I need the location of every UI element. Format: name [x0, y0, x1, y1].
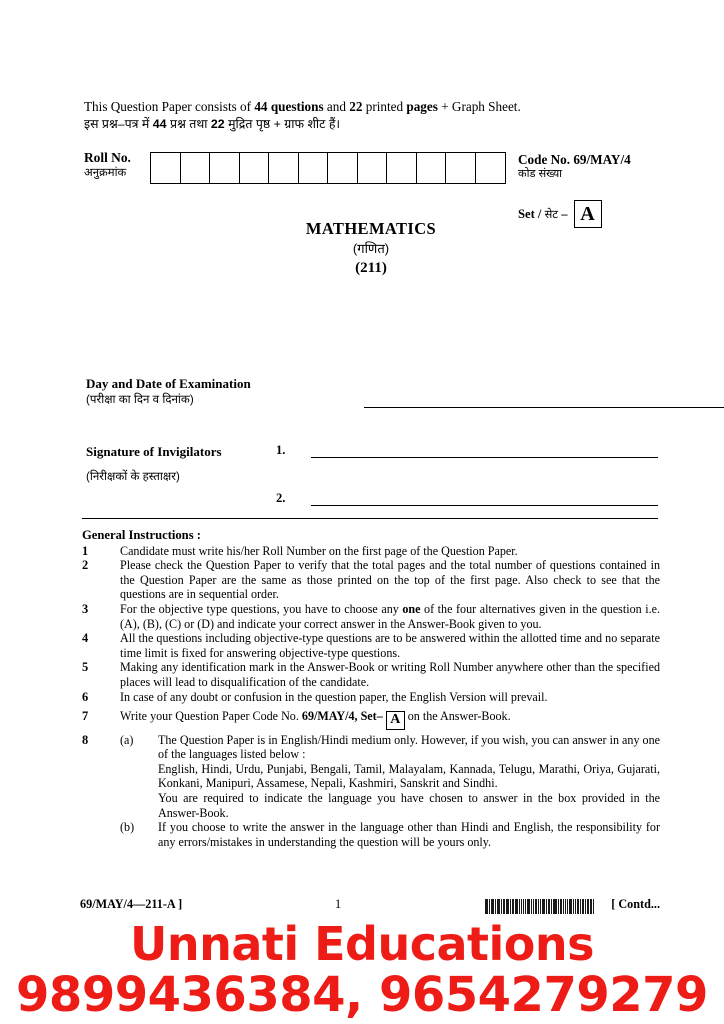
roll-number-label-hindi: अनुक्रमांक	[84, 167, 127, 179]
instruction-1-number: 1	[82, 543, 89, 558]
day-date-input-line[interactable]	[364, 407, 724, 408]
declaration-pages-word: pages	[406, 99, 438, 114]
roll-number-cell[interactable]	[417, 153, 447, 183]
instruction-8a-line1: The Question Paper is in English/Hindi medium only. However, if you wish, you can answer in any one of the languages listed below :	[158, 732, 660, 762]
instruction-item-5	[82, 660, 660, 689]
instruction-3-text: For the objective type questions, you have to choose any one of the four alternatives given in the question i.e. (A), (B), (C) or (D) and indicate your correct answer in the Answer-Book given to you.	[120, 601, 660, 631]
roll-number-cell[interactable]	[210, 153, 240, 183]
general-instructions-section	[82, 528, 660, 849]
instruction-item-8b	[82, 820, 660, 849]
instruction-5-text: Making any identification mark in the Answer-Book or writing Roll Number anywhere other than the specified places will lead to disqualification of the candidate.	[120, 660, 660, 689]
instruction-3-emphasis: one	[402, 601, 421, 616]
instruction-8a-body	[158, 733, 660, 821]
set-label: Set / सेट –	[518, 206, 568, 221]
instruction-8-number: 8	[82, 732, 89, 747]
day-date-label-hindi: (परीक्षा का दिन व दिनांक)	[86, 393, 194, 406]
code-number-hindi: कोड संख्या	[518, 168, 563, 180]
footer-paper-code: 69/MAY/4—211-A ]	[80, 897, 183, 911]
instruction-7-number: 7	[82, 709, 89, 724]
instruction-item-1	[82, 544, 660, 559]
subject-code: (211)	[355, 260, 387, 276]
instruction-item-8a	[82, 733, 660, 821]
instruction-6-number: 6	[82, 689, 89, 704]
instruction-4-text: All the questions including objective-type questions are to be answered within the allotted time and no separate time limit is fixed for answering objective-type questions.	[120, 631, 660, 660]
page-footer	[80, 897, 660, 917]
instruction-8a-line3: You are required to indicate the language you have chosen to answer in the box provided in the Answer-Book.	[158, 791, 660, 820]
footer-contd-label: [ Contd...	[611, 897, 660, 911]
roll-number-cell[interactable]	[299, 153, 329, 183]
instruction-7-set-box: A	[386, 711, 405, 730]
day-date-label-english: Day and Date of Examination	[86, 376, 251, 391]
signature-1-input-line[interactable]	[311, 457, 658, 458]
roll-number-input-grid[interactable]	[150, 152, 506, 184]
instruction-8b-label: (b)	[120, 820, 135, 835]
instruction-item-7	[82, 709, 660, 730]
instruction-item-3	[82, 602, 660, 631]
instruction-2-number: 2	[82, 558, 89, 573]
roll-number-cell[interactable]	[181, 153, 211, 183]
code-number-section	[518, 152, 678, 228]
section-divider	[82, 518, 658, 519]
watermark-brand-name: Unnati Educations	[129, 917, 595, 971]
roll-number-cell[interactable]	[446, 153, 476, 183]
instruction-1-text: Candidate must write his/her Roll Number on the first page of the Question Paper.	[120, 543, 518, 558]
instruction-8a-label: (a)	[120, 732, 134, 747]
roll-number-cell[interactable]	[476, 153, 506, 183]
barcode-icon	[485, 899, 595, 914]
instruction-3-number: 3	[82, 601, 89, 616]
set-value-box: A	[574, 200, 602, 228]
watermark-phone-numbers: 9899436384, 9654279279	[16, 967, 708, 1023]
instruction-item-6	[82, 690, 660, 705]
general-instructions-heading: General Instructions :	[82, 528, 201, 542]
roll-number-label	[84, 150, 154, 181]
subject-name-hindi: (गणित)	[352, 241, 390, 256]
declaration-hindi: इस प्रश्न–पत्र में 44 प्रश्न तथा 22 मुद्रित पृष्ठ + ग्राफ शीट हैं।	[84, 116, 341, 131]
signature-2-input-line[interactable]	[311, 505, 658, 506]
instruction-2-text: Please check the Question Paper to verify that the total pages and the total number of questions contained in the Question Paper are the same as those printed on the top of the first page. Also check to see that the questions are in sequential order.	[120, 558, 660, 602]
instruction-5-number: 5	[82, 660, 89, 675]
declaration-questions-word: questions	[267, 99, 324, 114]
roll-number-label-english: Roll No.	[84, 150, 131, 165]
declaration-questions-count: 44	[254, 99, 268, 114]
instruction-6-text: In case of any doubt or confusion in the question paper, the English Version will prevail.	[120, 689, 548, 704]
instruction-item-2	[82, 558, 660, 602]
barcode-gap	[594, 899, 595, 914]
roll-number-cell[interactable]	[387, 153, 417, 183]
subject-name-english: MATHEMATICS	[305, 219, 437, 238]
roll-number-cell[interactable]	[358, 153, 388, 183]
signature-label-english: Signature of Invigilators	[86, 444, 222, 459]
subject-title-block	[0, 218, 724, 279]
signature-2-number: 2.	[276, 491, 286, 505]
instruction-8b-text: If you choose to write the answer in the language other than Hindi and English, the responsibility for any errors/mistakes in understanding the question will be yours only.	[158, 820, 660, 849]
instruction-7-text: Write your Question Paper Code No. 69/MAY/4, Set– A on the Answer-Book.	[120, 709, 660, 730]
roll-number-cell[interactable]	[240, 153, 270, 183]
roll-number-cell[interactable]	[328, 153, 358, 183]
instruction-8a-line2: English, Hindi, Urdu, Punjabi, Bengali, Tamil, Malayalam, Kannada, Telugu, Marathi, Oriya, Gujarati, Konkani, Manipuri, Assamese, Nepali, Kashmiri, Sanskrit and Sindhi.	[158, 761, 660, 791]
day-date-section	[86, 376, 666, 408]
declaration-english: This Question Paper consists of 44 questions and 22 printed pages + Graph Sheet.	[84, 99, 521, 114]
signature-1-number: 1.	[276, 443, 286, 457]
signature-label-hindi: (निरीक्षकों के हस्ताक्षर)	[86, 470, 180, 483]
footer-page-number: 1	[335, 897, 342, 911]
declaration-pages-count: 22	[349, 99, 363, 114]
paper-declaration	[84, 98, 644, 133]
roll-number-cell[interactable]	[269, 153, 299, 183]
instruction-item-4	[82, 631, 660, 660]
signature-section	[86, 443, 666, 505]
instruction-7-code: 69/MAY/4, Set–	[301, 709, 383, 724]
instruction-4-number: 4	[82, 631, 89, 646]
code-number-english: Code No. 69/MAY/4	[518, 152, 631, 167]
roll-number-cell[interactable]	[151, 153, 181, 183]
